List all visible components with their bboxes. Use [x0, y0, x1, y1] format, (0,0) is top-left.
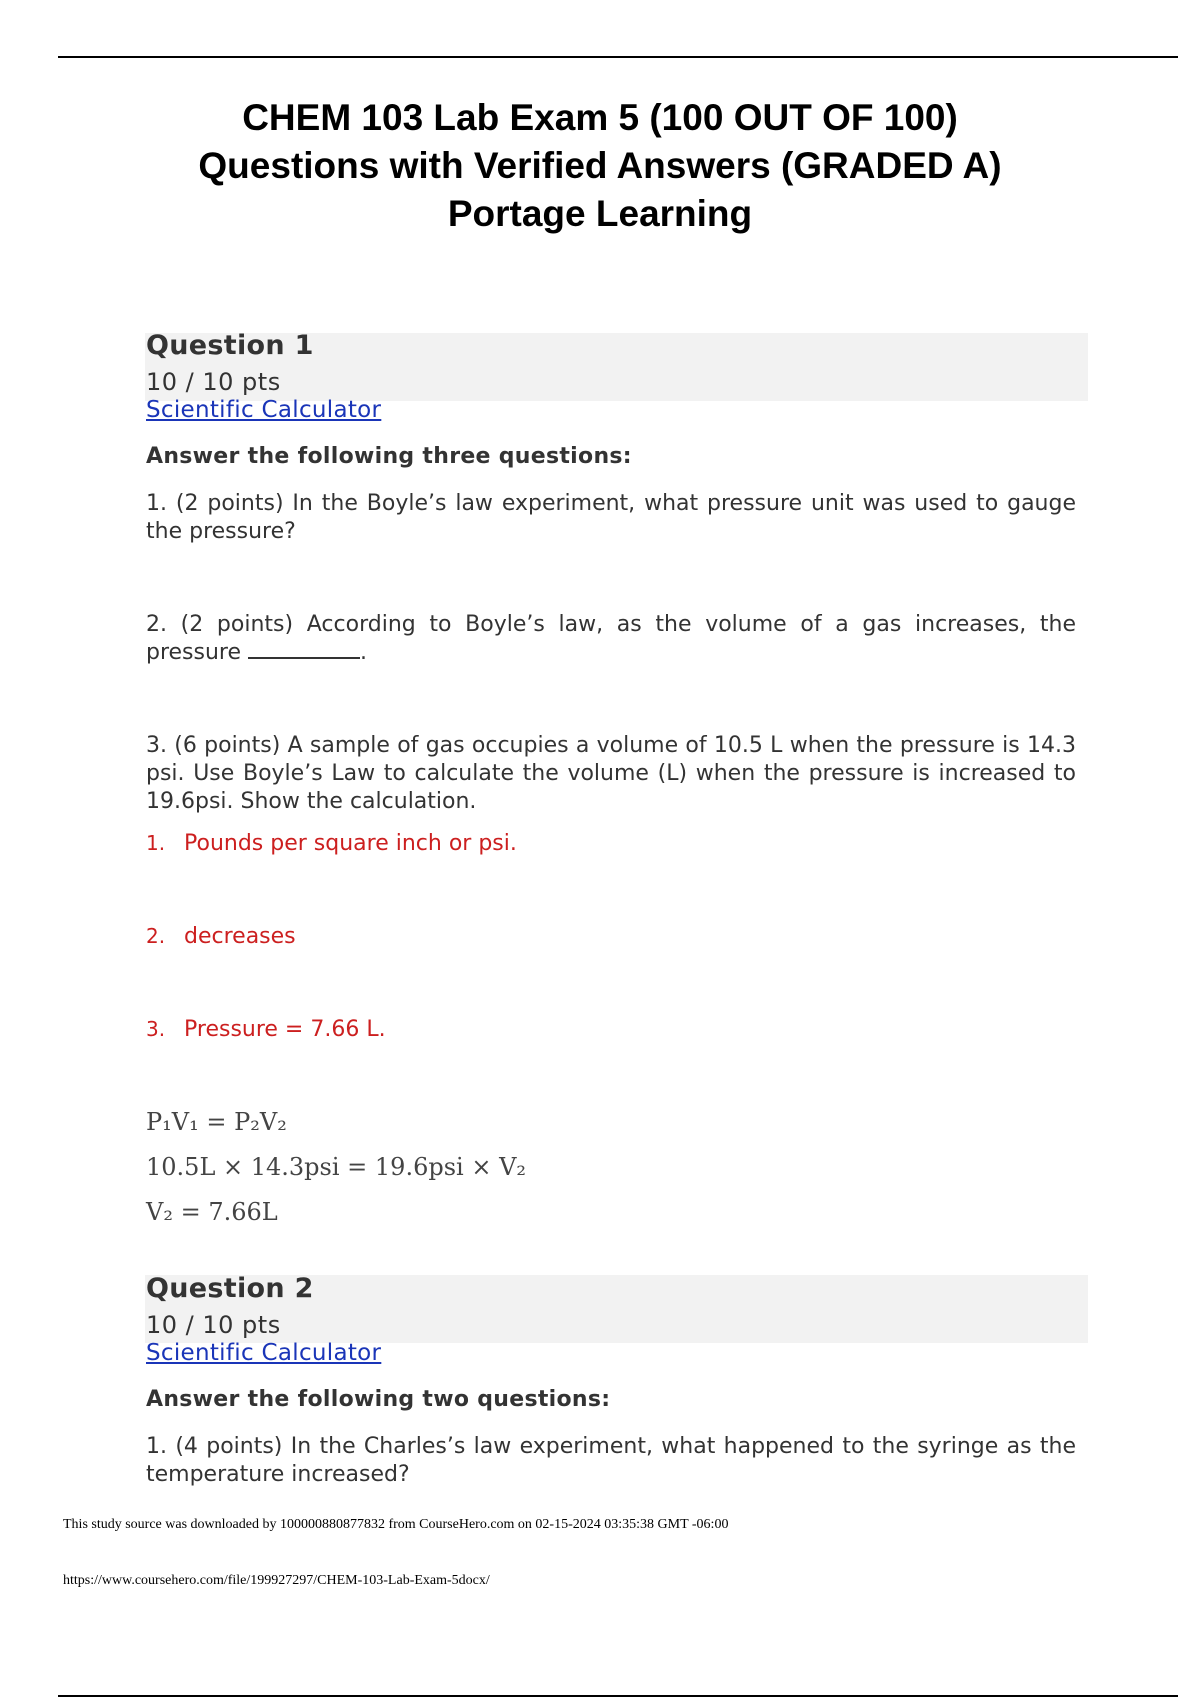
footer-url[interactable]: https://www.coursehero.com/file/199927297/CHEM-103-Lab-Exam-5docx/ — [63, 1573, 490, 1588]
equation-3: V₂ = 7.66L — [146, 1198, 278, 1226]
document-title — [100, 94, 1100, 238]
question-2-points: 10 / 10 pts — [146, 1311, 281, 1339]
question-2-instruction: Answer the following two questions: — [146, 1387, 611, 1412]
top-rule — [58, 56, 1178, 58]
question-1-points: 10 / 10 pts — [146, 368, 281, 396]
question-1-item-2 — [146, 611, 1076, 667]
answer-3-text: Pressure = 7.66 L. — [184, 1017, 386, 1042]
question-1-item-3: 3. (6 points) A sample of gas occupies a volume of 10.5 L when the pressure is 14.3 psi. Use Boyle’s Law to calculate the volume (L) when the pressure is increased to 19.6psi. Show the calculation. — [146, 733, 1076, 814]
question-1-item-2-end: . — [360, 640, 368, 665]
question-1-calculator-link[interactable]: Scientific Calculator — [146, 397, 382, 423]
answer-2 — [146, 924, 296, 949]
answer-1 — [146, 831, 517, 856]
title-line-2: Questions with Verified Answers (GRADED A) — [198, 145, 1002, 186]
question-2-item-1: 1. (4 points) In the Charles’s law experiment, what happened to the syringe as the temperature increased? — [146, 1434, 1076, 1487]
title-line-1: CHEM 103 Lab Exam 5 (100 OUT OF 100) — [242, 97, 958, 138]
question-2-title: Question 2 — [146, 1273, 314, 1304]
fill-in-blank — [248, 639, 360, 659]
answer-3 — [146, 1017, 386, 1042]
equation-2: 10.5L × 14.3psi = 19.6psi × V₂ — [146, 1153, 527, 1181]
bottom-rule — [58, 1695, 1178, 1697]
question-2-calculator-link[interactable]: Scientific Calculator — [146, 1340, 382, 1366]
answer-2-number: 2. — [146, 924, 166, 948]
equation-1: P₁V₁ = P₂V₂ — [146, 1108, 287, 1136]
footer-source: This study source was downloaded by 100000880877832 from CourseHero.com on 02-15-2024 03:35:38 GMT -06:00 — [63, 1517, 729, 1532]
answer-2-text: decreases — [184, 924, 296, 949]
question-1-instruction: Answer the following three questions: — [146, 444, 632, 469]
question-1-item-1: 1. (2 points) In the Boyle’s law experiment, what pressure unit was used to gauge the pressure? — [146, 491, 1076, 544]
answer-1-text: Pounds per square inch or psi. — [184, 831, 517, 856]
title-line-3: Portage Learning — [447, 193, 753, 234]
answer-1-number: 1. — [146, 831, 166, 855]
question-1-item-2-text: 2. (2 points) According to Boyle’s law, as the volume of a gas increases, the pressure — [146, 612, 1076, 665]
question-1-title: Question 1 — [146, 330, 314, 361]
answer-3-number: 3. — [146, 1017, 166, 1041]
